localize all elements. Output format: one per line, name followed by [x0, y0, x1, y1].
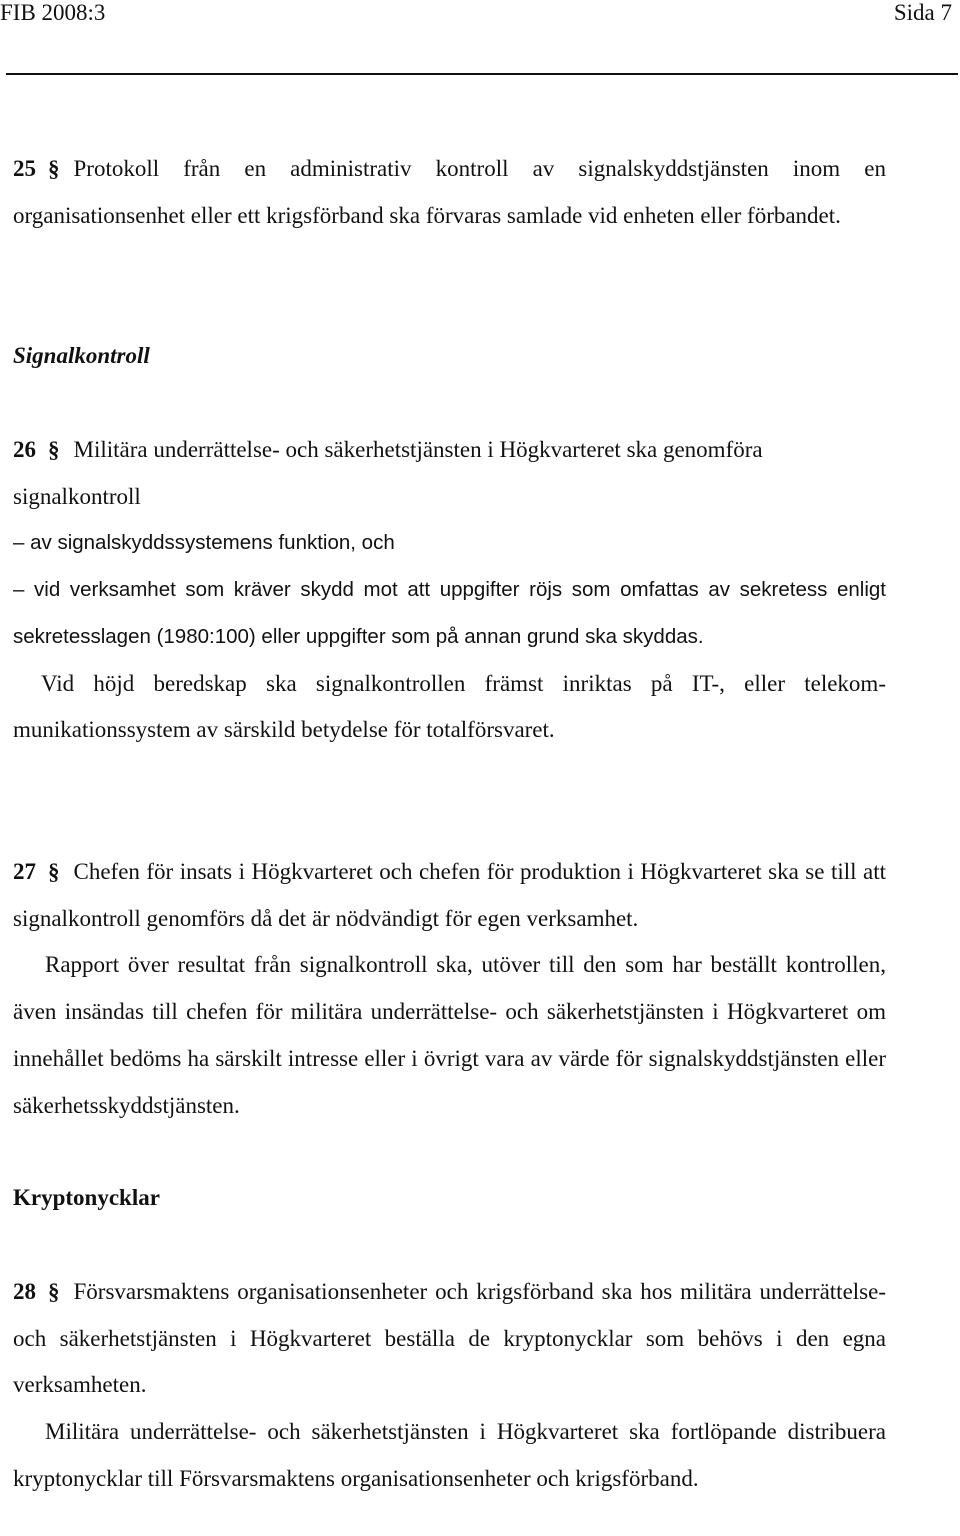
section-28	[13, 1269, 886, 1503]
page-header	[0, 0, 952, 26]
document-id: FIB 2008:3	[0, 0, 106, 25]
section-sign: §	[48, 1279, 60, 1304]
section-text: Militära underrättelse- och säkerhetstjänsten i Högkvarteret ska genomföra signalkontroll	[13, 437, 763, 509]
section-number: 27	[13, 859, 36, 884]
section-26-item-1: – av signalskyddssystemens funktion, och	[13, 531, 395, 555]
section-27	[13, 849, 886, 1129]
header-rule	[6, 73, 958, 75]
section-25-paragraph	[13, 146, 886, 239]
section-28-paragraph	[13, 1269, 886, 1409]
section-27-paragraph	[13, 849, 886, 942]
section-27-paragraph-2: Rapport över resultat från signalkontroll ska, utöver till den som har beställt kontrollen, även insändas till chefen för militära underrättelse- och säkerhetstjänsten i Högkvarteret om innehållet bedöms ha särskilt intresse eller i övrigt vara av värde för signalskyddstjänsten eller säkerhetsskyddstjänsten.	[13, 952, 886, 1118]
section-number: 26	[13, 437, 36, 462]
section-number: 28	[13, 1279, 36, 1304]
section-26-item-2: – vid verksamhet som kräver skydd mot att uppgifter röjs som omfattas av sekretess enligt sekretesslagen (1980:100) eller uppgifter som på annan grund ska skyddas.	[13, 578, 886, 648]
section-number: 25	[13, 156, 36, 181]
section-25	[13, 146, 886, 239]
page-number: Sida 7	[893, 0, 952, 25]
section-sign: §	[48, 859, 60, 884]
section-26-intro	[13, 427, 886, 520]
section-text: Chefen för insats i Högkvarteret och chefen för produktion i Högkvarteret ska se till att signalkontroll genomförs då det är nödvändigt för egen verksamhet.	[13, 859, 886, 931]
section-28-paragraph-2: Militära underrättelse- och säkerhetstjänsten i Högkvarteret ska fortlöpande distribuera kryptonycklar till Försvarsmaktens organisationsenheter och krigsförband.	[13, 1419, 886, 1491]
heading-kryptonycklar: Kryptonycklar	[13, 1185, 160, 1210]
section-26	[13, 427, 886, 754]
section-sign: §	[48, 156, 60, 181]
section-text: Försvarsmaktens organisationsenheter och krigsförband ska hos militära underrättelse- och säkerhetstjänsten i Högkvarteret beställa de kryptonycklar som behövs i den egna verksamheten.	[13, 1279, 886, 1398]
heading-signalkontroll: Signalkontroll	[13, 343, 150, 368]
section-26-paragraph-2: Vid höjd beredskap ska signalkontrollen främst inriktas på IT-, eller telekommunikationssystem av särskild betydelse för totalförsvaret.	[13, 670, 886, 743]
section-sign: §	[48, 437, 60, 462]
section-text: Protokoll från en administrativ kontroll av signalskyddstjänsten inom en organisationsenhet eller ett krigsförband ska förvaras samlade vid enheten eller förbandet.	[13, 156, 886, 228]
